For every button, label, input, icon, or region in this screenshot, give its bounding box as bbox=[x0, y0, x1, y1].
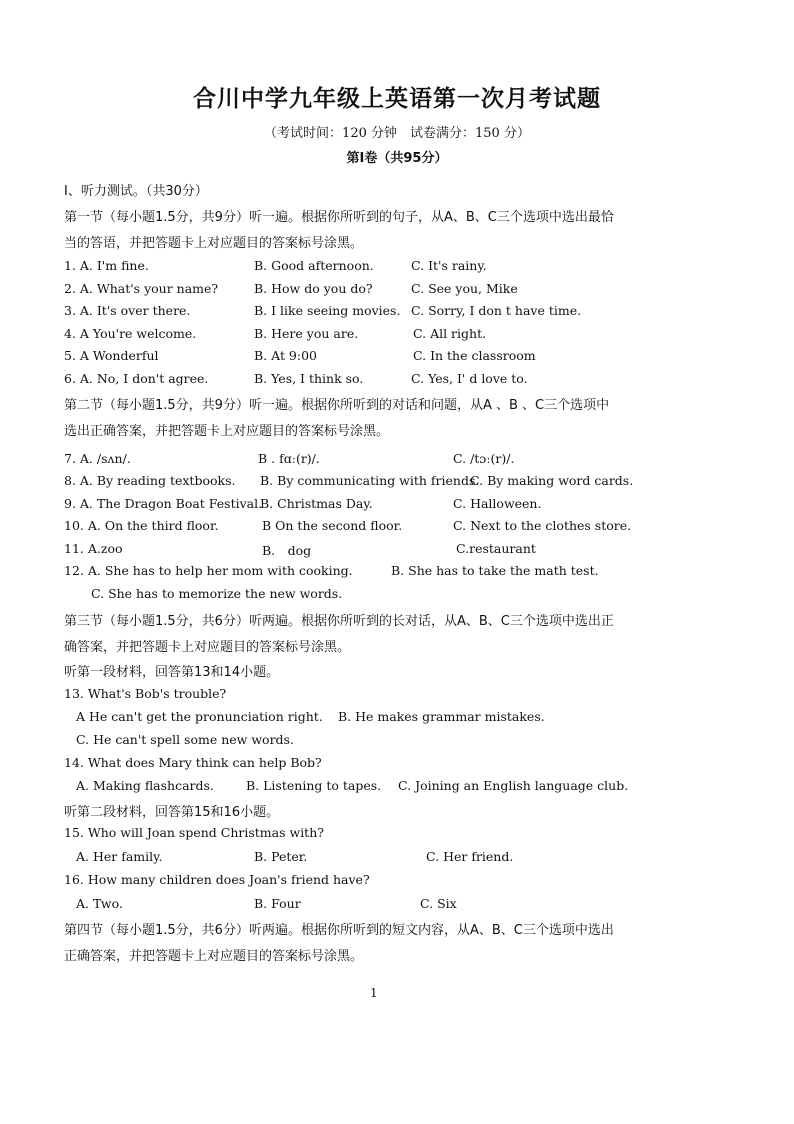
part1-instruction-line1: 第一节（每小题1.5分，共9分）听一遍。根据你所听到的句子，从A、B、C三个选项中选出最恰 bbox=[64, 210, 614, 225]
q8-option-a: 8. A. By reading textbooks. bbox=[64, 473, 236, 488]
q14-option-a: A. Making flashcards. bbox=[76, 778, 214, 793]
q4-option-a: 4. A You're welcome. bbox=[64, 326, 197, 341]
q11-option-c: C.restaurant bbox=[456, 541, 536, 556]
q13-option-c: C. He can't spell some new words. bbox=[76, 732, 294, 747]
q13-option-a: A He can't get the pronunciation right. bbox=[76, 709, 323, 724]
q16-option-c: C. Six bbox=[420, 896, 457, 911]
q9-option-a: 9. A. The Dragon Boat Festival. bbox=[64, 496, 263, 511]
q1-option-c: C. It's rainy. bbox=[411, 258, 487, 273]
q7-option-a: 7. A. /sʌn/. bbox=[64, 451, 131, 466]
question-14: 14. What does Mary think can help Bob? bbox=[64, 755, 322, 770]
q16-option-a: A. Two. bbox=[76, 896, 123, 911]
q13-option-b: B. He makes grammar mistakes. bbox=[338, 709, 545, 724]
q6-option-c: C. Yes, I' d love to. bbox=[411, 371, 528, 386]
q8-option-c: C. By making word cards. bbox=[470, 473, 634, 488]
part2-instruction-line1: 第二节（每小题1.5分，共9分）听一遍。根据你所听到的对话和问题，从A 、B 、C三个选项中 bbox=[64, 398, 610, 413]
q5-option-b: B. At 9:00 bbox=[254, 348, 318, 363]
q15-option-c: C. Her friend. bbox=[426, 849, 514, 864]
q10-option-a: 10. A. On the third floor. bbox=[64, 518, 219, 533]
q7-option-b: B . fɑː(r)/. bbox=[258, 451, 320, 466]
q3-option-a: 3. A. It's over there. bbox=[64, 303, 191, 318]
exam-subtitle: （考试时间：120 分钟 试卷满分：150 分） bbox=[264, 126, 530, 141]
part4-instruction-line1: 第四节（每小题1.5分，共6分）听两遍。根据你所听到的短文内容，从A、B、C三个选项中选出 bbox=[64, 923, 614, 938]
q11-option-a: 11. A.zoo bbox=[64, 541, 123, 556]
q10-option-c: C. Next to the clothes store. bbox=[453, 518, 632, 533]
q6-option-b: B. Yes, I think so. bbox=[254, 371, 364, 386]
q3-option-b: B. I like seeing movies. bbox=[254, 303, 401, 318]
part4-instruction-line2: 正确答案，并把答题卡上对应题目的答案标号涂黑。 bbox=[64, 949, 364, 964]
q2-option-b: B. How do you do? bbox=[254, 281, 373, 296]
q12-option-a: 12. A. She has to help her mom with cooking. bbox=[64, 563, 353, 578]
q6-option-a: 6. A. No, I don't agree. bbox=[64, 371, 209, 386]
question-13: 13. What's Bob's trouble? bbox=[64, 686, 227, 701]
section-heading: Ⅰ、听力测试。（共30分） bbox=[64, 184, 208, 199]
part3-instruction-line2: 确答案，并把答题卡上对应题目的答案标号涂黑。 bbox=[64, 640, 351, 655]
q14-option-b: B. Listening to tapes. bbox=[246, 778, 382, 793]
material-1-instruction: 听第一段材料，回答第13和14小题。 bbox=[64, 665, 280, 680]
q4-option-b: B. Here you are. bbox=[254, 326, 359, 341]
part-heading: 第Ⅰ卷（共95分） bbox=[346, 151, 448, 166]
q5-option-a: 5. A Wonderful bbox=[64, 348, 159, 363]
q12-option-c: C. She has to memorize the new words. bbox=[91, 586, 343, 601]
q4-option-c: C. All right. bbox=[413, 326, 487, 341]
q1-option-a: 1. A. I'm fine. bbox=[64, 258, 149, 273]
q14-option-c: C. Joining an English language club. bbox=[398, 778, 629, 793]
exam-title: 合川中学九年级上英语第一次月考试题 bbox=[193, 86, 601, 112]
question-16: 16. How many children does Joan's friend have? bbox=[64, 872, 370, 887]
q8-option-b: B. By communicating with friends. bbox=[260, 473, 480, 488]
question-15: 15. Who will Joan spend Christmas with? bbox=[64, 825, 324, 840]
q3-option-c: C. Sorry, I don t have time. bbox=[411, 303, 582, 318]
q11-option-b: B. dog bbox=[262, 543, 312, 558]
q16-option-b: B. Four bbox=[254, 896, 301, 911]
q2-option-c: C. See you, Mike bbox=[411, 281, 518, 296]
part3-instruction-line1: 第三节（每小题1.5分，共6分）听两遍。根据你所听到的长对话，从A、B、C三个选项中选出正 bbox=[64, 614, 614, 629]
part2-instruction-line2: 选出正确答案，并把答题卡上对应题目的答案标号涂黑。 bbox=[64, 424, 390, 439]
part1-instruction-line2: 当的答语，并把答题卡上对应题目的答案标号涂黑。 bbox=[64, 236, 364, 251]
q5-option-c: C. In the classroom bbox=[413, 348, 536, 363]
q2-option-a: 2. A. What's your name? bbox=[64, 281, 219, 296]
q1-option-b: B. Good afternoon. bbox=[254, 258, 374, 273]
q15-option-a: A. Her family. bbox=[76, 849, 163, 864]
material-2-instruction: 听第二段材料，回答第15和16小题。 bbox=[64, 805, 280, 820]
q10-option-b: B On the second floor. bbox=[262, 518, 403, 533]
q9-option-c: C. Halloween. bbox=[453, 496, 542, 511]
q12-option-b: B. She has to take the math test. bbox=[391, 563, 599, 578]
q15-option-b: B. Peter. bbox=[254, 849, 308, 864]
page-number: 1 bbox=[370, 986, 378, 1000]
q9-option-b: B. Christmas Day. bbox=[260, 496, 373, 511]
q7-option-c: C. /tɔː(r)/. bbox=[453, 451, 515, 466]
